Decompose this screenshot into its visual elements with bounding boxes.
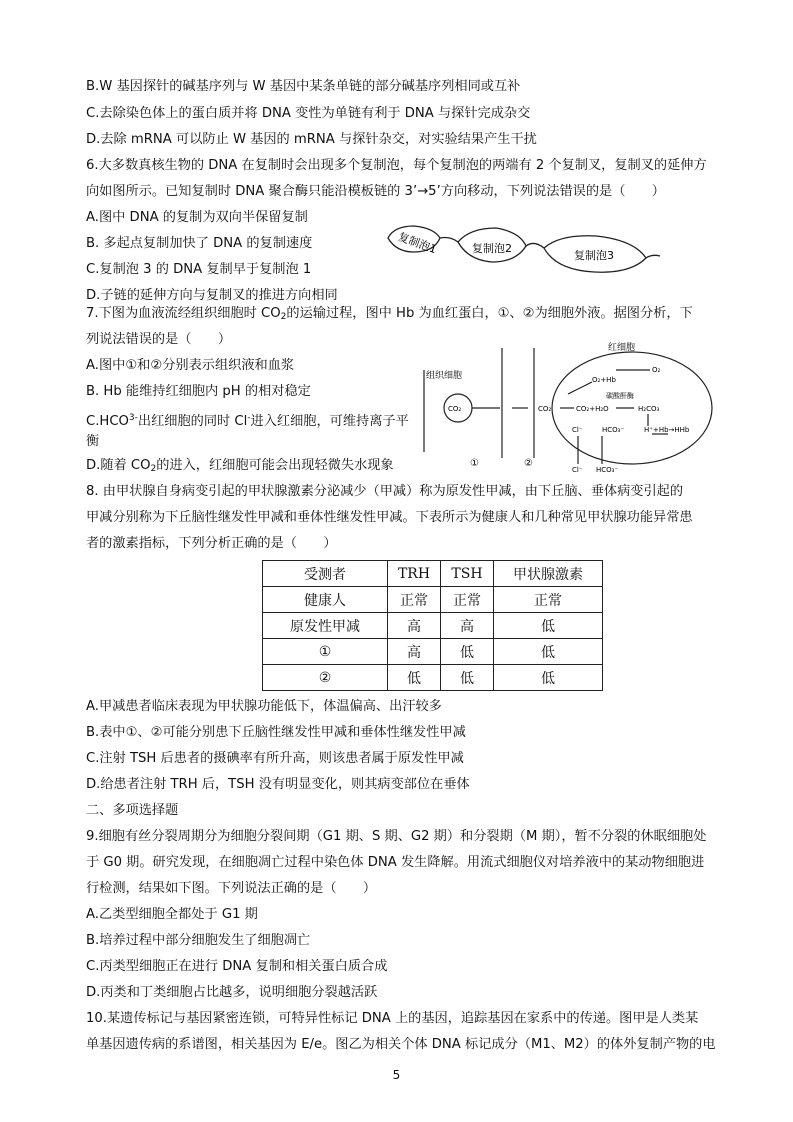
q6-option-b: B. 多起点复制加快了 DNA 的复制速度 [86, 236, 313, 251]
section-heading: 二、多项选择题 [86, 803, 179, 818]
q9-option-a: A.乙类型细胞全都处于 G1 期 [86, 907, 258, 922]
table-cell: 低 [494, 613, 603, 639]
hormone-table [262, 560, 603, 691]
q10-stem-line1: 10.某遗传标记与基因紧密连锁，可特异性标记 DNA 上的基因，追踪基因在家系中的传递。图甲是人类某 [86, 1011, 699, 1026]
table-row [263, 587, 603, 613]
q8-stem-line2: 甲减分别称为下丘脑性继发性甲减和垂体性继发性甲减。下表所示为健康人和几种常见甲状腺功能异常患 [86, 510, 693, 525]
q9-option-c: C.丙类型细胞正在进行 DNA 复制和相关蛋白质合成 [86, 959, 388, 974]
label-2: ② [524, 458, 533, 469]
q5-option-d: D.去除 mRNA 可以防止 W 基因的 mRNA 与探针杂交，对实验结果产生干扰 [86, 132, 537, 147]
co2-in-cell: CO₂ [448, 405, 462, 413]
q6-option-c: C.复制泡 3 的 DNA 复制早于复制泡 1 [86, 262, 312, 277]
q7-stem-line2: 列说法错误的是（ ） [86, 332, 232, 347]
q7-d-b: 的进入，红细胞可能会出现轻微失水现象 [156, 458, 394, 473]
q8-option-c: C.注射 TSH 后患者的摄碘率有所升高，则该患者属于原发性甲减 [86, 751, 464, 766]
table-header-row [263, 561, 603, 587]
table-header: 受测者 [263, 561, 388, 587]
q7-c-sup: 3- [128, 413, 138, 423]
table-cell: 原发性甲减 [263, 613, 388, 639]
q5-option-c: C.去除染色体上的蛋白质并将 DNA 变性为单链有利于 DNA 与探针完成杂交 [86, 106, 531, 121]
table-cell: ① [263, 639, 388, 665]
q7-d-a: D.随着 CO [86, 458, 151, 473]
table-cell: 低 [441, 639, 494, 665]
q10-stem-line2: 单基因遗传病的系谱图，相关基因为 E/e。图乙为相关个体 DNA 标记成分（M1、M2）的体外复制产物的电 [86, 1037, 716, 1052]
table-row [263, 613, 603, 639]
enzyme-label: 碳酸酐酶 [606, 392, 634, 400]
table-cell: 低 [494, 639, 603, 665]
table-cell: 正常 [441, 587, 494, 613]
table-cell: ② [263, 665, 388, 691]
o2-label: O₂ [652, 366, 661, 374]
q7-option-c-line1 [86, 409, 409, 431]
q9-option-b: B.培养过程中部分细胞发生了细胞凋亡 [86, 933, 311, 948]
table-cell: 低 [388, 665, 441, 691]
replication-bubble-figure [384, 212, 664, 282]
table-cell: 低 [441, 665, 494, 691]
table-cell: 健康人 [263, 587, 388, 613]
q8-stem-line1: 8. 由甲状腺自身病变引起的甲状腺激素分泌减少（甲减）称为原发性甲减，由下丘脑、垂体病变引起的 [86, 484, 684, 499]
table-row [263, 639, 603, 665]
hco3-inside: HCO₃⁻ [602, 426, 625, 434]
q6-option-d: D.子链的延伸方向与复制叉的推进方向相同 [86, 288, 338, 303]
q7-stem1-sub: 2 [280, 312, 287, 322]
q6-stem-line1: 6.大多数真核生物的 DNA 在复制时会出现多个复制泡，每个复制泡的两端有 2 个复制叉，复制叉的延伸方 [86, 158, 707, 173]
table-header: TSH [441, 561, 494, 587]
co2-transport-figure [420, 330, 725, 476]
bubble-2-label: 复制泡2 [472, 242, 512, 255]
q8-option-b: B.表中①、②可能分别患下丘脑性继发性甲减和垂体性继发性甲减 [86, 725, 466, 740]
tissue-cell-label: 组织细胞 [426, 371, 463, 381]
q7-stem-line1 [86, 305, 693, 326]
q7-stem1-a: 7.下图为血液流经组织细胞时 CO [86, 306, 281, 321]
q8-stem-line3: 者的激素指标，下列分析正确的是（ ） [86, 536, 337, 551]
table-header: 甲状腺激素 [494, 561, 603, 587]
q9-stem-line1: 9.细胞有丝分裂周期分为细胞分裂间期（G1 期、S 期、G2 期）和分裂期（M 期），暂不分裂的休眠细胞处 [86, 829, 707, 844]
table-header: TRH [388, 561, 441, 587]
table-cell: 高 [441, 613, 494, 639]
q7-c-sup2: - [247, 413, 251, 423]
hco3-outside: HCO₃⁻ [596, 466, 619, 474]
table-row [263, 665, 603, 691]
h2co3: H₂CO₃ [638, 405, 660, 413]
q7-stem1-b: 的运输过程，图中 Hb 为血红蛋白，①、②为细胞外液。据图分析，下 [286, 306, 693, 321]
q8-option-d: D.给患者注射 TRH 后，TSH 没有明显变化，则其病变部位在垂体 [86, 777, 470, 792]
label-1: ① [470, 458, 479, 469]
q7-option-d [86, 457, 394, 478]
table-cell: 低 [494, 665, 603, 691]
cl-inside: Cl⁻ [572, 426, 583, 434]
rbc-label: 红细胞 [608, 343, 636, 353]
q7-c-b: 出红细胞的同时 Cl [137, 414, 248, 429]
bubble-1-label: 复制泡1 [396, 230, 439, 257]
co2-h2o: CO₂+H₂O [576, 405, 609, 413]
q7-option-a: A.图中①和②分别表示组织液和血浆 [86, 358, 295, 373]
hhb-label: H⁺+Hb→HHb [644, 426, 690, 434]
table-cell: 高 [388, 613, 441, 639]
co2-plasma: CO₂ [538, 405, 552, 413]
q9-stem-line3: 行检测，结果如下图。下列说法正确的是（ ） [86, 881, 377, 896]
page-number: 5 [392, 1068, 401, 1082]
q7-option-b: B. Hb 能维持红细胞内 pH 的相对稳定 [86, 384, 311, 399]
q6-stem-line2: 向如图所示。已知复制时 DNA 聚合酶只能沿模板链的 3’→5’方向移动，下列说法错误的是（ ） [86, 184, 665, 199]
q9-option-d: D.丙类和丁类细胞占比越多，说明细胞分裂越活跃 [86, 985, 378, 1000]
cl-outside: Cl⁻ [572, 466, 583, 474]
q7-d-sub: 2 [150, 464, 157, 474]
q6-option-a: A.图中 DNA 的复制为双向半保留复制 [86, 210, 308, 225]
bubble-3-label: 复制泡3 [574, 249, 614, 262]
table-cell: 正常 [388, 587, 441, 613]
q5-option-b: B.W 基因探针的碱基序列与 W 基因中某条单链的部分碱基序列相同或互补 [86, 79, 521, 94]
q7-c-c: 进入红细胞，可维持离子平 [250, 414, 409, 429]
table-cell: 正常 [494, 587, 603, 613]
q7-c-a: C.HCO [86, 414, 129, 429]
table-cell: 高 [388, 639, 441, 665]
o2-hb: O₂+Hb [592, 376, 616, 384]
q8-option-a: A.甲减患者临床表现为甲状腺功能低下，体温偏高、出汗较多 [86, 699, 442, 714]
q9-stem-line2: 于 G0 期。研究发现，在细胞凋亡过程中染色体 DNA 发生降解。用流式细胞仪对培养液中的某动物细胞进 [86, 855, 705, 870]
q7-option-c-line2: 衡 [86, 434, 100, 449]
